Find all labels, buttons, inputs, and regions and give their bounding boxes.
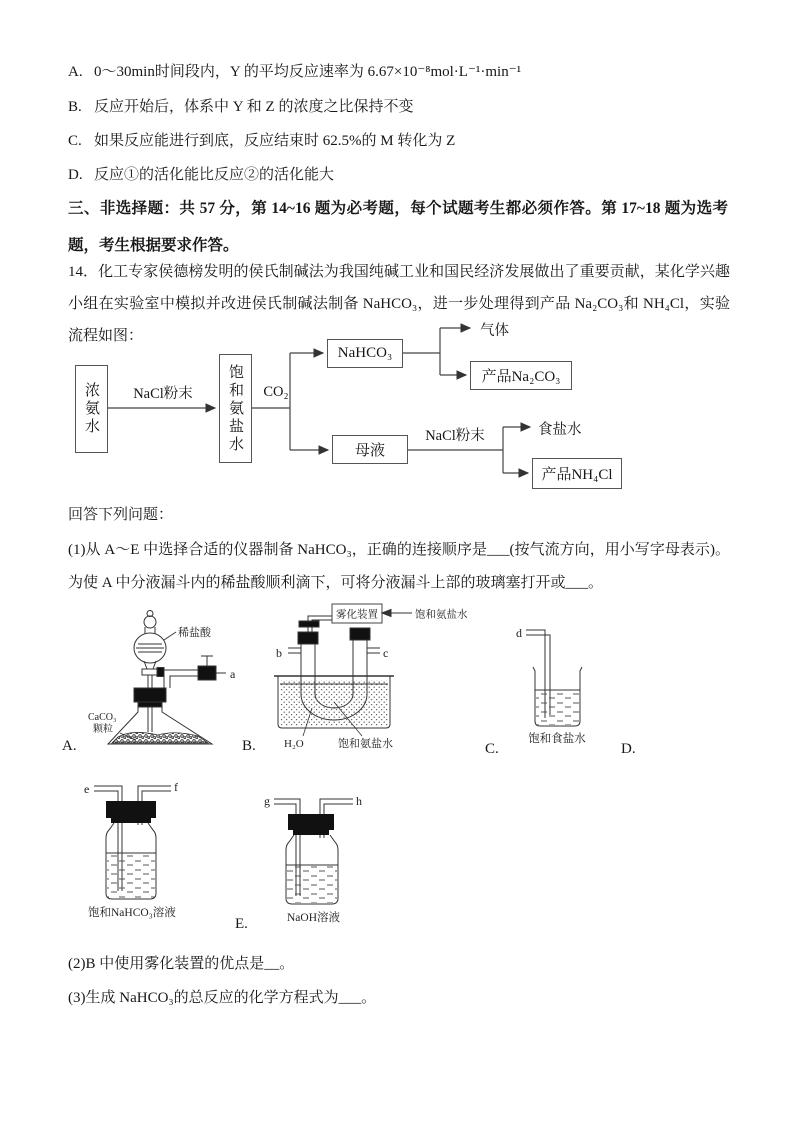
flow-node-ammonia: 浓氨水: [75, 365, 108, 453]
flow-label-co2: CO₂: [263, 384, 289, 400]
question-1: (1)从 A～E 中选择合适的仪器制备 NaHCO₃，正确的连接顺序是___(按气流方向，用小写字母表示)。为使 A 中分液漏斗内的稀盐酸顺利滴下，可将分液漏斗上部的玻璃塞打开或___。: [68, 542, 730, 591]
port-f-label: f: [174, 780, 178, 794]
option-d: [68, 163, 334, 184]
question-2: (2)B 中使用雾化装置的优点是__。: [68, 956, 295, 972]
apparatus-b-letter: B.: [242, 738, 256, 754]
option-a-label: A.: [68, 64, 83, 80]
flow-output-gas: 气体: [480, 323, 509, 339]
port-b-label: b: [276, 646, 282, 660]
beaker: [533, 667, 582, 726]
flow-node-mother-liquor: 母液: [332, 435, 408, 464]
apparatus-b-figure: [268, 596, 483, 763]
atomizer-label: 雾化装置: [336, 609, 378, 621]
stopper: [288, 814, 334, 830]
option-b-text: 反应开始后，体系中 Y 和 Z 的浓度之比保持不变: [94, 99, 414, 115]
funnel-contents-label: 稀盐酸: [178, 627, 211, 639]
apparatus-d-figure: [78, 773, 213, 930]
port-e-label: e: [84, 782, 90, 796]
flask-contents-label-1: CaCO₃: [88, 712, 117, 723]
flow-label-nacl-powder-2: NaCl粉末: [425, 428, 485, 444]
port-a-label: a: [230, 667, 236, 681]
option-b: [68, 95, 413, 116]
water-label: H₂O: [284, 738, 304, 750]
gas-outlet-tube-a: [164, 656, 226, 688]
flask-contents-label-2: 颗粒: [93, 724, 113, 735]
question-3: (3)生成 NaHCO₃的总反应的化学方程式为___。: [68, 990, 377, 1006]
apparatus-d-letter: D.: [621, 741, 636, 757]
apparatus-e-figure: [254, 788, 379, 938]
option-a-text: 0～30min时间段内，Y 的平均反应速率为 6.67×10⁻⁸mol·L⁻¹·min⁻¹: [94, 64, 522, 80]
process-flow-diagram: [60, 312, 680, 507]
port-g-label: g: [264, 794, 270, 808]
flow-node-nahco3: NaHCO₃: [327, 339, 403, 368]
beaker-solution-label: 饱和食盐水: [528, 733, 586, 745]
question-14-stem: 14．化工专家侯德榜发明的侯氏制碱法为我国纯碱工业和国民经济发展做出了重要贡献，某化学兴趣小组在实验室中模拟并改进侯氏制碱法制备 NaHCO₃，进一步处理得到产品 Na₂CO₃和 NH₄Cl，实验流程如图：: [68, 264, 730, 344]
separating-funnel: [134, 611, 166, 733]
funnel-label-leader: [164, 632, 176, 640]
apparatus-a-letter: A.: [62, 738, 77, 754]
bottle-solution-label: NaOH溶液: [287, 912, 341, 924]
flow-node-product-na2co3: 产品Na₂CO₃: [470, 361, 572, 390]
bottle: [106, 823, 156, 899]
option-d-label: D.: [68, 167, 83, 183]
option-a: [68, 60, 521, 81]
stopper: [106, 801, 156, 818]
feed-label: 饱和氨盐水: [415, 609, 468, 621]
bottle-solution-label: 饱和NaHCO₃溶液: [88, 907, 176, 919]
apparatus-c-letter: C.: [485, 741, 499, 757]
bottle: [286, 835, 338, 904]
stopper-band: [293, 830, 329, 835]
flow-node-product-nh4cl: 产品NH₄Cl: [532, 458, 622, 489]
section-header: 三、非选择题：共 57 分，第 14~16 题为必考题，每个试题考生都必须作答。第 17~18 题为选考题，考生根据要求作答。: [68, 200, 728, 254]
flow-output-saltwater: 食盐水: [538, 422, 582, 438]
port-h-label: h: [356, 794, 362, 808]
apparatus-e-letter: E.: [235, 916, 248, 932]
port-d-label: d: [516, 626, 522, 640]
flow-node-saturated-ammonia-brine: 饱和氨盐水: [219, 354, 252, 463]
apparatus-a-figure: [60, 604, 260, 761]
answer-prompt: 回答下列问题：: [68, 507, 174, 523]
port-c-label: c: [383, 646, 389, 660]
flow-label-nacl-powder-1: NaCl粉末: [133, 386, 193, 402]
option-d-text: 反应①的活化能比反应②的活化能大: [94, 167, 335, 183]
option-c-label: C.: [68, 133, 82, 149]
option-c: [68, 129, 455, 150]
apparatus-c-figure: [500, 615, 625, 755]
option-b-label: B.: [68, 99, 82, 115]
utube-contents-label: 饱和氨盐水: [338, 738, 393, 750]
option-c-text: 如果反应能进行到底，反应结束时 62.5%的 M 转化为 Z: [94, 133, 456, 149]
stopper-band: [111, 818, 151, 823]
feed-arrow: [382, 610, 412, 617]
flask: [108, 688, 212, 744]
